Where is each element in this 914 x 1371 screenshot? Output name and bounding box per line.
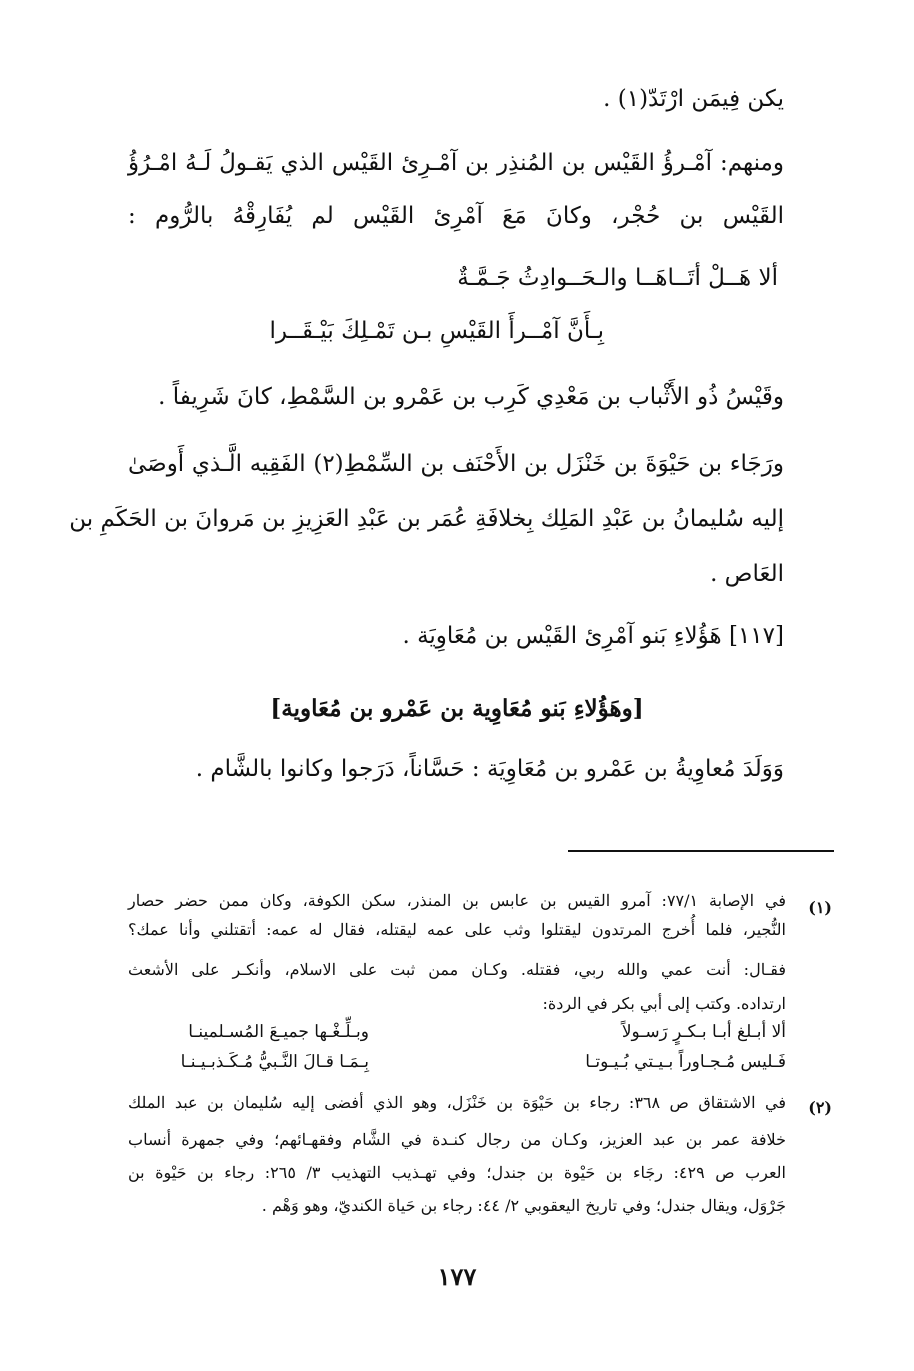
- footnote-2-line-4: جَرْوَل، ويقال جندل؛ وفي تاريخ اليعقوبي ٢/ ٤٤: رجاء بن حَياة الكنديّ، وهو وَهْم .: [261, 1196, 786, 1215]
- body-line-6: إليه سُليمانُ بن عَبْدِ المَلِك بِخلافَةِ عُمَر بن عَبْدِ العَزِيزِ بن مَروانَ بن الحَكَمِ بن: [69, 506, 784, 532]
- body-line-8: وَوَلَدَ مُعاوِيةُ بن عَمْرو بن مُعَاوِيَة : حَسَّاناً، دَرَجوا وكانوا بالشَّام .: [195, 756, 784, 782]
- footnote-1-line-1: في الإصابة ٧٧/١: آمرو القيس بن عابس بن المنذر، سكن الكوفة، وكان ممن حضر حصار: [128, 891, 786, 910]
- body-line-5: ورَجَاء بن حَيْوَةَ بن خَنْزَل بن الأَحْنَف بن السِّمْطِ(٢) الفَقِيه الَّـذي أَوصَىٰ: [128, 451, 784, 477]
- footnote-2-line-3: العرب ص ٤٢٩: رجَاء بن حَيْوة بن جندل؛ وفي تهـذيب التهذيب ٣/ ٢٦٥: رجاء بن حَيْوة بن: [128, 1163, 786, 1182]
- poem-line-1-hemistich-2: وبـلِّـغْـها جميـعَ المُسـلمينـا: [188, 1022, 369, 1042]
- body-line-1: يكن فِيمَن ارْتَدّ(١) .: [603, 86, 784, 112]
- body-line-4: وقَيْسُ ذُو الأَثْباب بن مَعْدِي كَرِب بن عَمْرو بن السَّمْطِ، كانَ شَرِيفاً .: [158, 384, 784, 410]
- footnote-1-line-3: فقـال: أنت عمي والله ربي، فقتله. وكـان ممن ثبت على الاسلام، وأنكـر على الأشعث: [128, 960, 786, 979]
- entry-117: [١١٧] هَؤُلاءِ بَنو آمْرِئ القَيْس بن مُعَاوِيَة .: [402, 623, 784, 649]
- footnote-2-line-1: في الاشتقاق ص ٣٦٨: رجاء بن حَيْوَة بن خَنْزَل، وهو الذي أفضى إليه سُليمان بن عبد الملك: [128, 1093, 787, 1112]
- body-line-3: القَيْس بن حُجْر، وكانَ مَعَ آمْرِئ القَيْس لم يُفَارِقْهُ بالرُّوم :: [128, 203, 784, 229]
- footnote-1-line-2: النُّجير، فلما أُخرج المرتدون ليقتلوا وثب على عمه ليقتله، فقال له عمه: أتقتلني وأنا عمك؟: [128, 920, 786, 939]
- footnote-number-2: (٢): [808, 1098, 832, 1117]
- verse-line-1: ألا هَــلْ أتَــاهَــا والـحَــوادِثُ جَـمَّـةٌ: [457, 265, 778, 291]
- verse-line-2: بِـأَنَّ آمْــرأَ القَيْسِ بـن تَمْـلِكَ بَيْـقَــرا: [269, 318, 604, 344]
- footnote-1-line-4: ارتداده. وكتب إلى أبي بكر في الردة:: [542, 994, 786, 1013]
- footnote-divider: [568, 850, 834, 852]
- section-heading: [وهَؤُلاءِ بَنو مُعَاوِية بن عَمْرو بن مُعَاوية]: [270, 695, 644, 722]
- poem-line-2-hemistich-2: بِـمَـا قـالَ النَّـبيُّ مُـكَـذبـيـنـا: [180, 1052, 369, 1072]
- poem-line-2-hemistich-1: فَـليس مُـجـاوراً بـيـتي بُـيـوتـا: [585, 1052, 786, 1072]
- body-line-7: العَاص .: [710, 561, 784, 587]
- page-number: ١٧٧: [437, 1262, 477, 1291]
- footnote-2-line-2: خلافة عمر بن عبد العزيز، وكـان من رجال كنـدة في الشَّام وفقهـائهم؛ وفي جمهرة أنساب: [128, 1130, 786, 1149]
- poem-line-1-hemistich-1: ألا أبـلغ أبـا بـكـرٍ رَسـولاً: [621, 1022, 786, 1042]
- body-line-2: ومنهم: آمْـرؤُ القَيْس بن المُنذِر بن آمْـرِئ القَيْس الذي يَقـولُ لَـهُ امْـرُؤُ: [128, 150, 784, 176]
- footnote-number-1: (١): [808, 898, 832, 917]
